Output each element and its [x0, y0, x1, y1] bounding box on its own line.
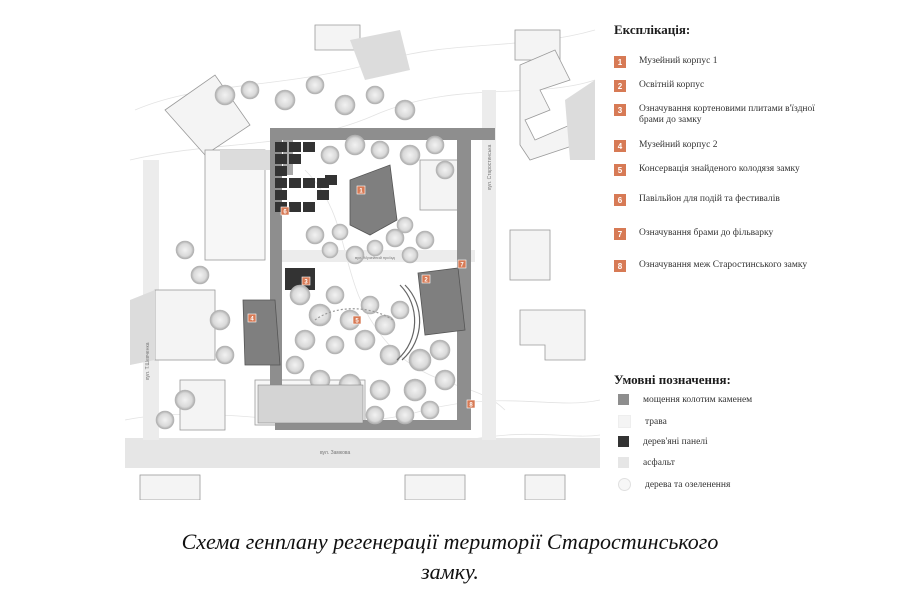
caption-line-2: замку. [421, 559, 479, 584]
plan-marker-2 [422, 275, 430, 284]
plan-marker-7 [458, 260, 466, 269]
number-marker-icon: 8 [614, 260, 626, 272]
caption-line-1: Схема генплану регенерації території Старостинського [181, 529, 719, 554]
explication-item-label: Означування меж Старостинського замку [639, 260, 808, 270]
explication-item-label: Музейний корпус 2 [639, 140, 718, 150]
legend-item [618, 457, 675, 468]
plan-marker-label: 4 [250, 316, 254, 323]
plan-marker-label: 8 [469, 402, 473, 409]
explication-item [614, 228, 819, 240]
explication-item-label: Музейний корпус 1 [639, 56, 718, 66]
explication-title: Експлікація: [614, 22, 691, 37]
legend-swatch-icon [618, 436, 629, 447]
plan-marker-label: 3 [304, 279, 308, 286]
explication-item [614, 104, 819, 126]
legend-item-label: трава [645, 416, 667, 427]
number-marker-icon: 3 [614, 104, 626, 116]
plan-marker-3 [302, 277, 310, 286]
legend-item [618, 478, 730, 491]
plan-marker-label: 5 [355, 318, 359, 325]
legend-title: Умовні позначення: [614, 372, 731, 387]
number-marker-icon: 6 [614, 194, 626, 206]
plan-marker-6 [281, 207, 289, 216]
street-label-left: вул. Т.Шевченка [145, 342, 151, 380]
plan-marker-label: 2 [424, 277, 428, 284]
legend-swatch-icon [618, 478, 631, 491]
legend-item [618, 415, 667, 428]
street-label-bottom: вул. Замкова [320, 450, 351, 456]
main-building-fills [258, 385, 363, 423]
site-plan-map [125, 20, 600, 500]
explication-item [614, 80, 819, 92]
explication-item-label: Освітній корпус [639, 80, 705, 90]
explication-item [614, 164, 819, 176]
legend-item-label: мощення колотим каменем [643, 394, 753, 405]
explication-item [614, 56, 819, 68]
plan-marker-label: 1 [359, 188, 363, 195]
legend-item-label: дерев'яні панелі [643, 436, 708, 447]
site-plan-svg [125, 20, 600, 500]
plan-marker-8 [467, 400, 475, 409]
legend-item [618, 436, 708, 447]
explication-item-label: Означування кортеновими плитами в'їздної брами до замку [639, 104, 815, 125]
legend-swatch-icon [618, 457, 629, 468]
plan-marker-5 [353, 316, 361, 325]
plan-marker-1 [357, 186, 365, 195]
explication-item [614, 260, 819, 272]
legend-item [618, 394, 752, 405]
explication-item [614, 194, 819, 206]
plan-marker-label: 7 [460, 262, 464, 269]
explication-item [614, 140, 819, 152]
street-label-center: вул. Музейний проїзд [355, 255, 395, 260]
legend-swatch-icon [618, 415, 631, 428]
legend-item-label: асфальт [643, 457, 675, 468]
explication-list [614, 56, 884, 296]
plan-marker-label: 6 [283, 209, 287, 216]
figure-caption [0, 527, 900, 587]
legend-list [618, 394, 888, 504]
street-label-right: вул. Старостинська [487, 144, 493, 190]
number-marker-icon: 5 [614, 164, 626, 176]
number-marker-icon: 4 [614, 140, 626, 152]
explication-item-label: Павільйон для подій та фестивалів [639, 194, 780, 204]
number-marker-icon: 1 [614, 56, 626, 68]
number-marker-icon: 7 [614, 228, 626, 240]
explication-item-label: Консервація знайденого колодязя замку [639, 164, 800, 174]
legend-swatch-icon [618, 394, 629, 405]
road-bottom [125, 438, 600, 468]
road-right [482, 90, 496, 440]
plan-marker-4 [248, 314, 256, 323]
explication-item-label: Означування брами до фільварку [639, 228, 774, 238]
legend-item-label: дерева та озеленення [645, 479, 731, 490]
number-marker-icon: 2 [614, 80, 626, 92]
